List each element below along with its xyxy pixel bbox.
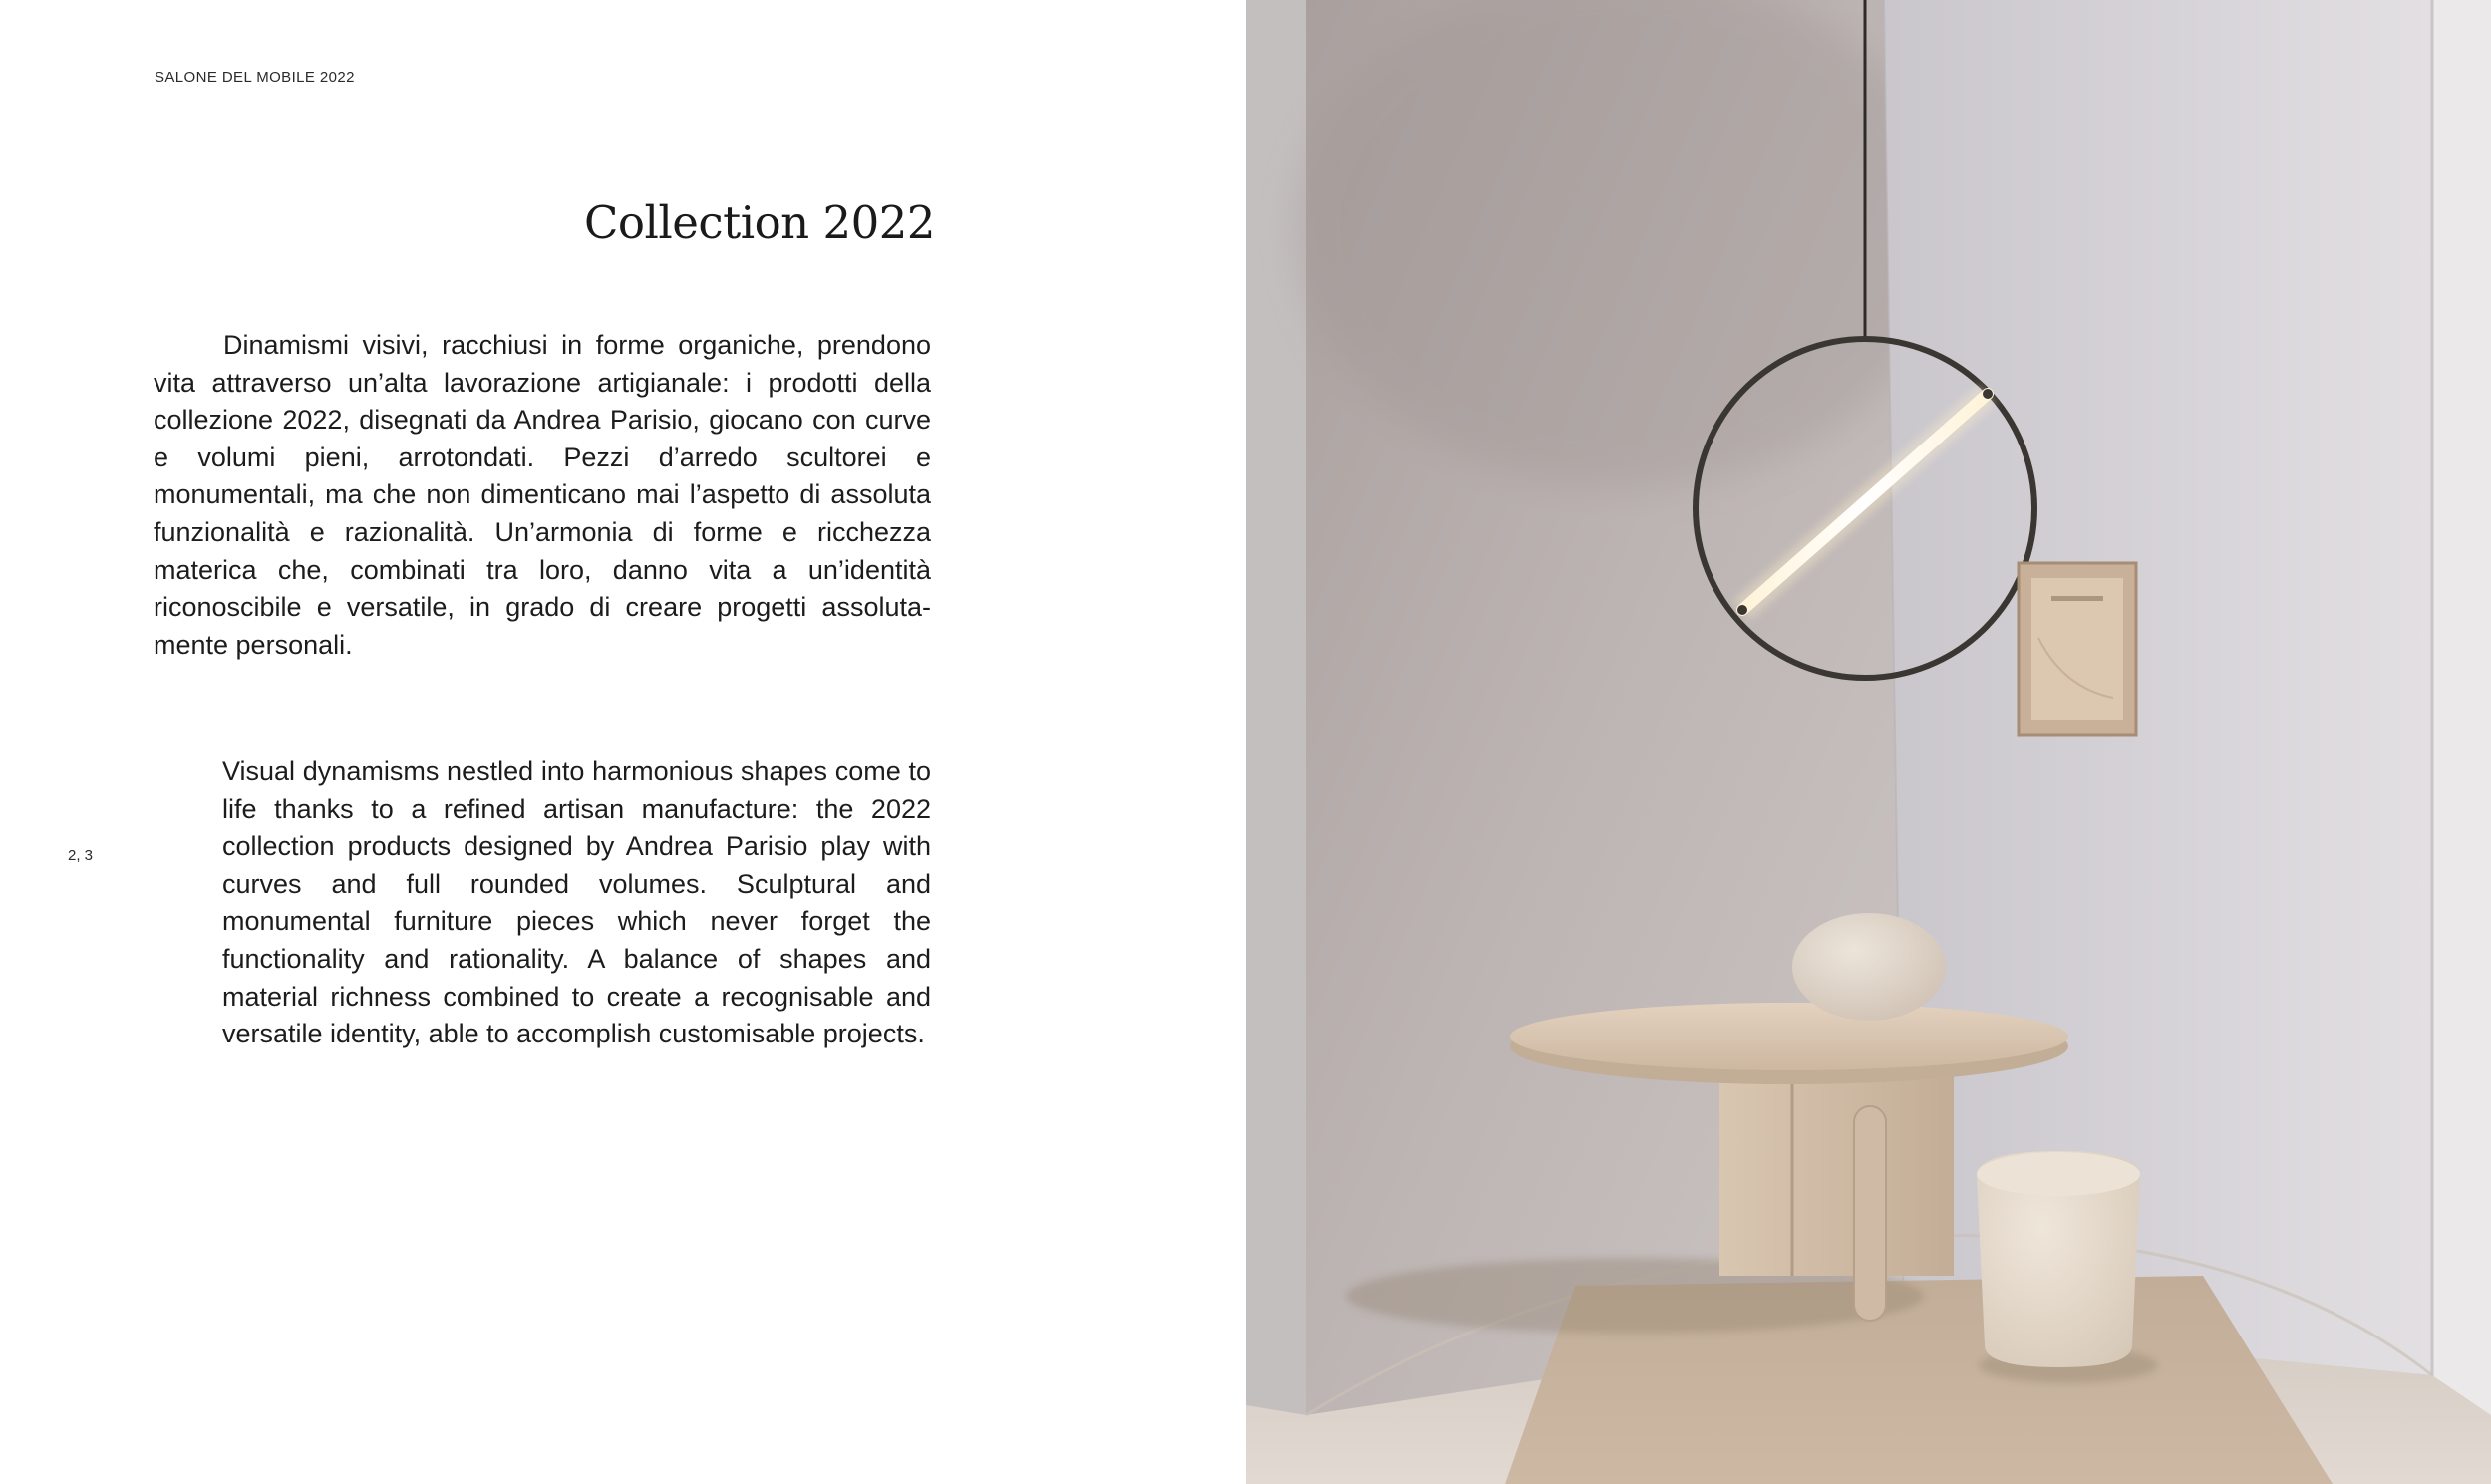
interior-photo [1246, 0, 2491, 1484]
page-number: 2, 3 [68, 847, 94, 864]
artwork-mark [2051, 596, 2103, 601]
table-top [1510, 1003, 2068, 1070]
pouf-top [1977, 1152, 2140, 1196]
english-paragraph: Visual dynamisms nestled into harmonious shapes come to life thanks to a refined artisan manufacture: the 2022 collection products designed by Andrea Parisio play with curves and full rounded volumes. Sculptural and monumental furniture pieces which never forget the functionality and rationality. A balance of shapes and material richness combined to create a recognisable and versatile identity, able to accomplish customisable projects. [222, 756, 931, 1049]
running-header: SALONE DEL MOBILE 2022 [155, 69, 355, 86]
photo-scene [1246, 0, 2491, 1484]
table-leg [1854, 1106, 1886, 1321]
table-base [1719, 1061, 1954, 1276]
stone-cushion [1792, 913, 1946, 1021]
niche-right-wall [1884, 0, 2432, 1375]
outer-right-wall [2432, 0, 2491, 1484]
tube-end-right [1983, 389, 1993, 399]
page-title: Collection 2022 [583, 196, 935, 249]
italian-paragraph: Dinamismi visivi, racchiusi in forme organiche, prendono vita attraverso un’alta lavorazione artigianale: i prodotti della collezione 2022, disegnati da Andrea Parisio, giocano con curve e volumi pieni, arrotondati. Pezzi d’arredo scultorei e monumentali, ma che non dimenticano mai l’aspetto di assoluta funzionalità e razionalità. Un’armonia di forme e ricchezza materica che, combinati tra loro, danno vita a un’identità riconoscibile e versatile, in grado di creare progetti assoluta-mente personali. [154, 330, 931, 660]
tube-end-left [1737, 605, 1747, 615]
